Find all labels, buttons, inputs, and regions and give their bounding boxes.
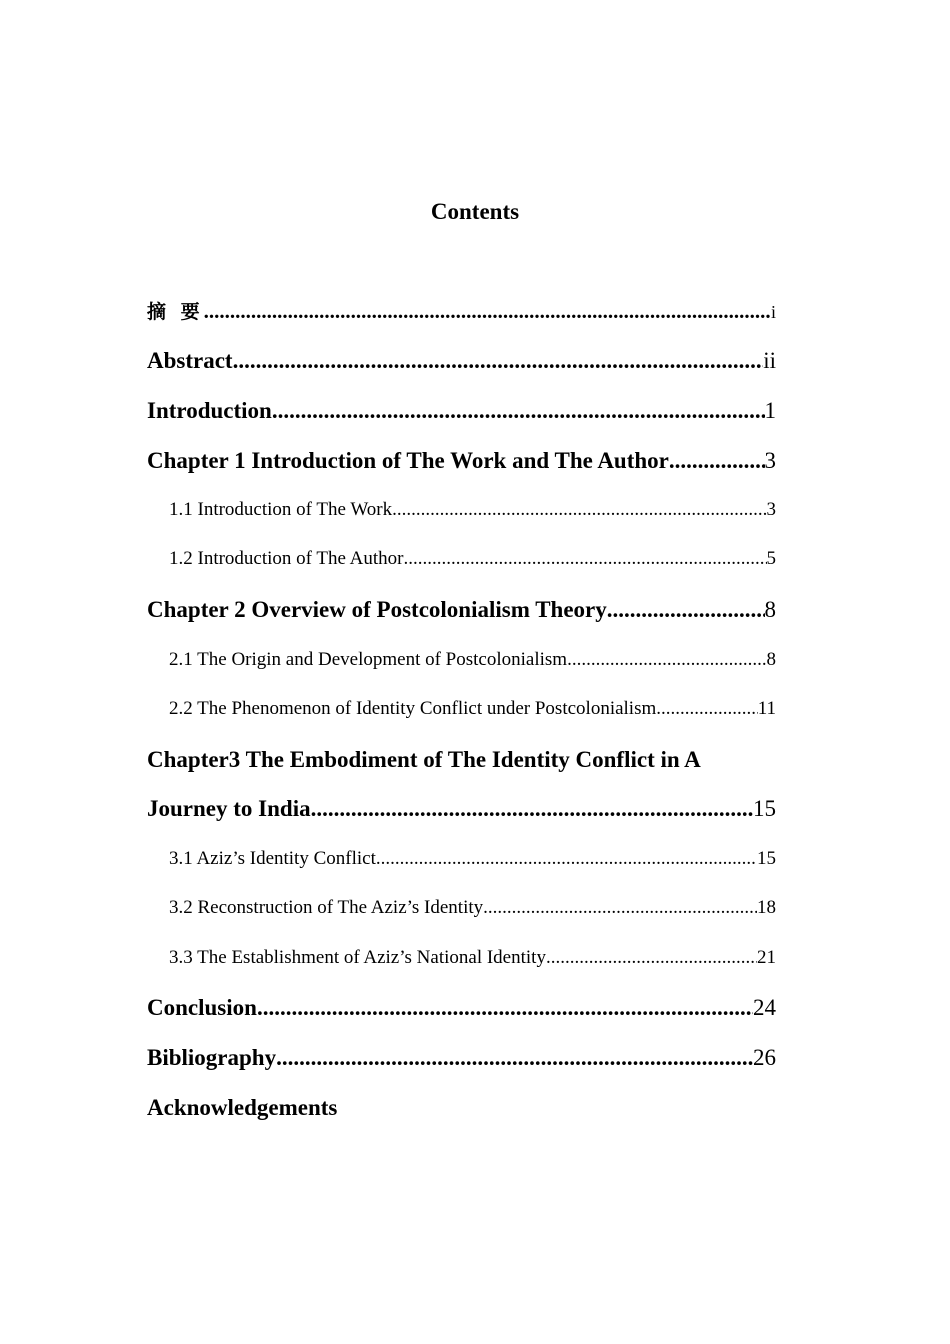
dot-leader: [272, 396, 765, 426]
toc-page-number: 15: [757, 848, 776, 869]
toc-entry-label: Conclusion: [147, 995, 257, 1020]
toc-entry-section-1-2[interactable]: [169, 546, 776, 572]
toc-entry-section-3-1[interactable]: [169, 846, 776, 872]
toc-page-number: 5: [766, 548, 776, 569]
toc-page-number: 21: [757, 947, 776, 968]
toc-entry-label: Chapter 2 Overview of Postcolonialism Theory: [147, 597, 607, 622]
toc-entry-label: Abstract: [147, 348, 233, 373]
dot-leader: [392, 497, 766, 523]
toc-entry-section-2-2[interactable]: [169, 696, 776, 722]
dot-leader: [257, 993, 753, 1023]
toc-entry-label: 摘 要: [147, 301, 204, 323]
dot-leader: [483, 895, 757, 921]
toc-entry-section-3-2[interactable]: [169, 895, 776, 921]
dot-leader: [546, 945, 757, 971]
toc-page-number: 24: [753, 995, 776, 1020]
toc-page-number: 3: [764, 448, 776, 473]
toc-entry-label: Journey to India: [147, 796, 311, 821]
toc-page-number: 18: [757, 897, 776, 918]
toc-entry-label: 1.2 Introduction of The Author: [169, 548, 404, 569]
toc-entry-label: 3.2 Reconstruction of The Aziz’s Identity: [169, 897, 484, 918]
dot-leader: [661, 696, 758, 722]
toc-page-number: 11: [757, 698, 776, 719]
toc-entry-section-1-1[interactable]: [169, 497, 776, 523]
toc-entry-acknowledgements[interactable]: Acknowledgements: [147, 1095, 338, 1120]
toc-entry-label: 1.1 Introduction of The Work: [169, 499, 393, 520]
toc-entry-introduction[interactable]: [147, 396, 776, 426]
toc-entry-bibliography[interactable]: [147, 1043, 776, 1073]
dot-leader: [204, 297, 771, 325]
toc-entry-section-3-3[interactable]: [169, 945, 776, 971]
toc-entry-section-2-1[interactable]: [169, 647, 776, 673]
toc-page-number: ii: [763, 348, 776, 373]
page-title: Contents: [430, 199, 520, 224]
toc-entry-abstract[interactable]: [147, 346, 776, 376]
toc-page-number: 8: [764, 597, 776, 622]
dot-leader: [607, 595, 765, 625]
toc-entry-label: Bibliography: [147, 1045, 277, 1070]
dot-leader: [311, 794, 753, 824]
toc-entry-label: 3.3 The Establishment of Aziz’s National Identity: [169, 947, 546, 968]
toc-entry-chapter-3-line-1[interactable]: Chapter3 The Embodiment of The Identity Conflict in A: [147, 747, 701, 772]
toc-entry-conclusion[interactable]: [147, 993, 776, 1023]
toc-entry-chapter-3[interactable]: [147, 794, 776, 824]
dot-leader: [376, 846, 757, 872]
dot-leader: [567, 647, 766, 673]
toc-entry-label: Chapter 1 Introduction of The Work and The Author: [147, 448, 669, 473]
dot-leader: [669, 446, 765, 476]
toc-page-number: 8: [766, 649, 776, 670]
toc-page-number: 26: [753, 1045, 776, 1070]
toc-entry-zhaiyao[interactable]: [147, 297, 776, 326]
toc-entry-label: Introduction: [147, 398, 272, 423]
toc-entry-label: 2.1 The Origin and Development of Postcolonialism: [169, 649, 568, 670]
toc-entry-label: 2.2 The Phenomenon of Identity Conflict under Postcolonialism.: [169, 698, 662, 719]
toc-page-number: 1: [764, 398, 776, 423]
dot-leader: [276, 1043, 753, 1073]
toc-page-number: 3: [766, 499, 776, 520]
toc-page-number: 15: [753, 796, 776, 821]
toc-entry-chapter-2[interactable]: [147, 595, 776, 625]
dot-leader: [233, 346, 764, 376]
toc-entry-chapter-1[interactable]: [147, 446, 776, 476]
dot-leader: [403, 546, 766, 572]
toc-page-number: i: [770, 302, 776, 322]
toc-entry-label: 3.1 Aziz’s Identity Conflict: [169, 848, 376, 869]
